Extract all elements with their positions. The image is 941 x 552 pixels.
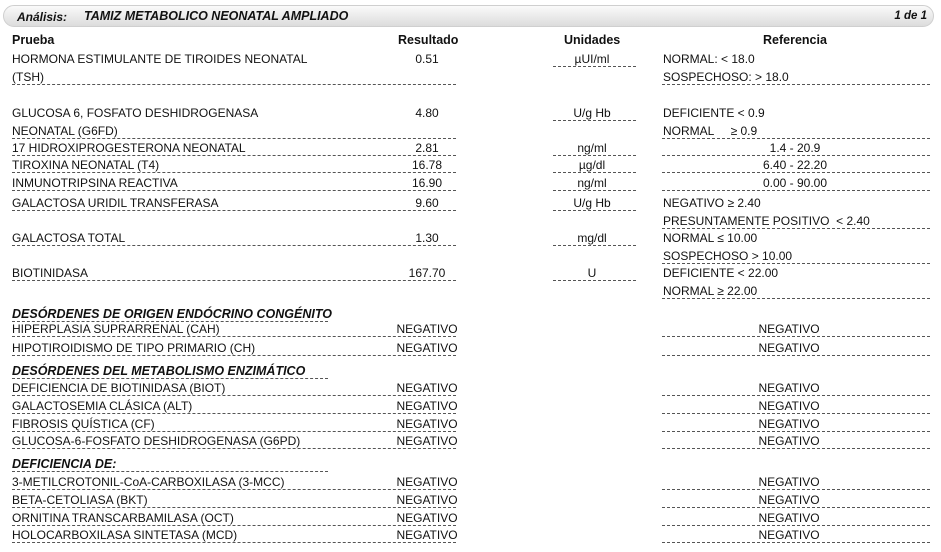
- screening-result: NEGATIVO: [396, 493, 458, 507]
- test-result: 16.78: [411, 158, 443, 172]
- test-units: U: [587, 266, 597, 280]
- screening-name: BETA-CETOLIASA (BKT): [12, 493, 148, 507]
- test-reference: NORMAL: < 18.0: [663, 52, 755, 66]
- test-result: 16.90: [411, 176, 443, 190]
- test-units: µg/dl: [578, 158, 606, 172]
- test-units: ng/ml: [577, 141, 607, 155]
- screening-name: GALACTOSEMIA CLÁSICA (ALT): [12, 399, 193, 413]
- row-divider: [662, 413, 930, 414]
- analysis-header: [3, 5, 934, 27]
- row-divider: [12, 280, 456, 281]
- test-result: 9.60: [415, 196, 439, 210]
- row-divider: [12, 190, 456, 191]
- row-divider: [662, 448, 930, 449]
- test-reference: NEGATIVO ≥ 2.40: [663, 196, 761, 210]
- row-divider: [662, 190, 930, 191]
- screening-name: HOLOCARBOXILASA SINTETASA (MCD): [12, 528, 238, 542]
- row-divider: [662, 298, 930, 299]
- screening-result: NEGATIVO: [396, 417, 458, 431]
- row-divider: [662, 355, 930, 356]
- test-units: mg/dl: [577, 231, 607, 245]
- screening-result: NEGATIVO: [396, 511, 458, 525]
- row-divider: [12, 489, 456, 490]
- test-reference: DEFICIENTE < 0.9: [663, 106, 765, 120]
- row-divider: [662, 155, 930, 156]
- screening-name: ORNITINA TRANSCARBAMILASA (OCT): [12, 511, 234, 525]
- test-reference: PRESUNTAMENTE POSITIVO < 2.40: [663, 214, 870, 228]
- screening-result: NEGATIVO: [396, 475, 458, 489]
- test-reference: NORMAL ≥ 22.00: [663, 284, 758, 298]
- test-name: GLUCOSA 6, FOSFATO DESHIDROGENASA: [12, 106, 259, 120]
- row-divider: [662, 525, 930, 526]
- screening-result: NEGATIVO: [396, 528, 458, 542]
- screening-name: HIPOTIROIDISMO DE TIPO PRIMARIO (CH): [12, 341, 256, 355]
- test-reference: 6.40 - 22.20: [762, 158, 828, 172]
- row-divider: [553, 245, 636, 246]
- row-divider: [12, 431, 456, 432]
- test-reference: NORMAL ≤ 10.00: [663, 231, 758, 245]
- screening-reference: NEGATIVO: [758, 434, 820, 448]
- section-title: DESÓRDENES DE ORIGEN ENDÓCRINO CONGÉNITO: [12, 307, 332, 321]
- row-divider: [553, 120, 636, 121]
- screening-reference: NEGATIVO: [758, 493, 820, 507]
- row-divider: [12, 336, 456, 337]
- test-name: NEONATAL (G6FD): [12, 124, 118, 138]
- test-reference: 0.00 - 90.00: [762, 176, 828, 190]
- screening-name: 3-METILCROTONIL-CoA-CARBOXILASA (3-MCC): [12, 475, 285, 489]
- test-name: GALACTOSA URIDIL TRANSFERASA: [12, 196, 219, 210]
- test-name: HORMONA ESTIMULANTE DE TIROIDES NEONATAL: [12, 52, 308, 66]
- row-divider: [662, 138, 930, 139]
- column-header-units: Unidades: [564, 33, 621, 47]
- screening-result: NEGATIVO: [396, 341, 458, 355]
- test-name: (TSH): [12, 70, 44, 84]
- row-divider: [662, 507, 930, 508]
- test-reference: 1.4 - 20.9: [769, 141, 821, 155]
- screening-reference: NEGATIVO: [758, 475, 820, 489]
- row-divider: [662, 172, 930, 173]
- screening-name: FIBROSIS QUÍSTICA (CF): [12, 417, 155, 431]
- row-divider: [662, 263, 930, 264]
- row-divider: [662, 228, 930, 229]
- row-divider: [12, 355, 456, 356]
- row-divider: [12, 448, 456, 449]
- screening-reference: NEGATIVO: [758, 511, 820, 525]
- row-divider: [553, 172, 636, 173]
- row-divider: [553, 280, 636, 281]
- screening-reference: NEGATIVO: [758, 399, 820, 413]
- analysis-label: Análisis:: [17, 10, 68, 24]
- row-divider: [12, 245, 456, 246]
- test-reference: NORMAL ≥ 0.9: [663, 124, 758, 138]
- test-name: GALACTOSA TOTAL: [12, 231, 126, 245]
- screening-name: GLUCOSA-6-FOSFATO DESHIDROGENASA (G6PD): [12, 434, 301, 448]
- row-divider: [12, 210, 456, 211]
- test-result: 167.70: [408, 266, 446, 280]
- test-name: 17 HIDROXIPROGESTERONA NEONATAL: [12, 141, 246, 155]
- row-divider: [662, 395, 930, 396]
- row-divider: [12, 84, 456, 85]
- row-divider: [662, 431, 930, 432]
- page-indicator: 1 de 1: [894, 10, 927, 22]
- row-divider: [12, 138, 456, 139]
- test-result: 4.80: [415, 106, 439, 120]
- screening-name: HIPERPLASIA SUPRARRENAL (CAH): [12, 322, 220, 336]
- test-reference: SOSPECHOSO > 10.00: [663, 249, 793, 263]
- row-divider: [553, 155, 636, 156]
- column-header-reference: Referencia: [763, 33, 827, 47]
- test-units: µUI/ml: [574, 52, 610, 66]
- row-divider: [12, 172, 456, 173]
- column-header-result: Resultado: [398, 33, 459, 47]
- section-title: DEFICIENCIA DE:: [12, 457, 117, 471]
- row-divider: [662, 336, 930, 337]
- test-result: 2.81: [415, 141, 439, 155]
- row-divider: [553, 210, 636, 211]
- screening-name: DEFICIENCIA DE BIOTINIDASA (BIOT): [12, 381, 226, 395]
- test-units: ng/ml: [577, 176, 607, 190]
- test-reference: SOSPECHOSO: > 18.0: [663, 70, 789, 84]
- test-units: U/g Hb: [573, 196, 611, 210]
- section-divider: [12, 378, 328, 379]
- test-units: U/g Hb: [573, 106, 611, 120]
- row-divider: [12, 155, 456, 156]
- screening-result: NEGATIVO: [396, 434, 458, 448]
- row-divider: [553, 66, 636, 67]
- row-divider: [12, 395, 456, 396]
- section-title: DESÓRDENES DEL METABOLISMO ENZIMÁTICO: [12, 364, 306, 378]
- row-divider: [662, 489, 930, 490]
- screening-result: NEGATIVO: [396, 322, 458, 336]
- row-divider: [12, 525, 456, 526]
- test-result: 0.51: [415, 52, 439, 66]
- screening-reference: NEGATIVO: [758, 381, 820, 395]
- column-header-test: Prueba: [12, 33, 55, 47]
- test-name: INMUNOTRIPSINA REACTIVA: [12, 176, 178, 190]
- screening-result: NEGATIVO: [396, 381, 458, 395]
- row-divider: [12, 413, 456, 414]
- row-divider: [12, 507, 456, 508]
- test-name: TIROXINA NEONATAL (T4): [12, 158, 160, 172]
- screening-reference: NEGATIVO: [758, 322, 820, 336]
- screening-reference: NEGATIVO: [758, 417, 820, 431]
- row-divider: [662, 84, 930, 85]
- analysis-title: TAMIZ METABOLICO NEONATAL AMPLIADO: [84, 9, 349, 23]
- row-divider: [662, 542, 930, 543]
- test-reference: DEFICIENTE < 22.00: [663, 266, 779, 280]
- screening-reference: NEGATIVO: [758, 528, 820, 542]
- row-divider: [553, 190, 636, 191]
- test-result: 1.30: [415, 231, 439, 245]
- row-divider: [12, 542, 456, 543]
- screening-result: NEGATIVO: [396, 399, 458, 413]
- screening-reference: NEGATIVO: [758, 341, 820, 355]
- section-divider: [12, 471, 328, 472]
- test-name: BIOTINIDASA: [12, 266, 89, 280]
